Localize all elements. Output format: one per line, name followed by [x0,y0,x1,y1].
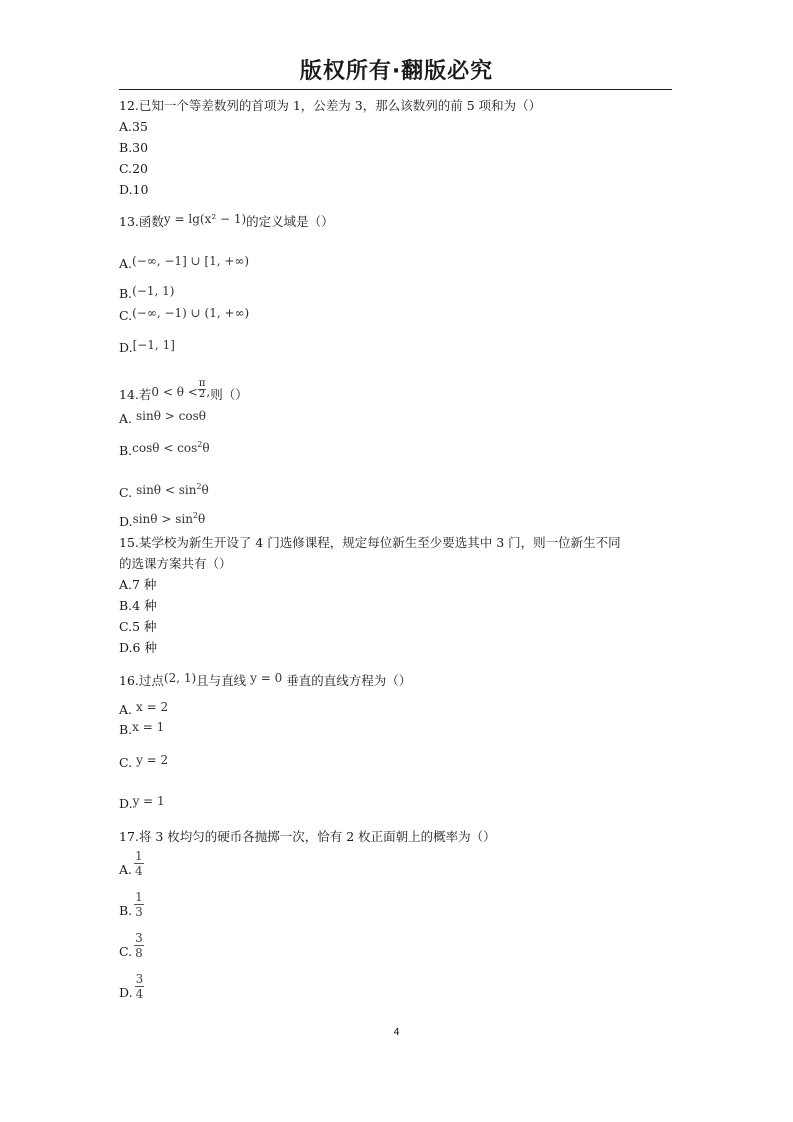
q14-fraction-numerator: π [198,378,206,389]
q14-option-b-exponent: 2 [197,440,203,449]
q16-stem-middle: 且与直线 [196,673,247,688]
q15-stem-line1: 15.某学校为新生开设了 4 门选修课程，规定每位新生至少要选其中 3 门，则一位新生不同 [119,535,621,550]
q14-option-d [119,511,206,532]
q16-option-b-label: B. [119,722,133,737]
q14-option-d-tail: θ [198,512,206,526]
q14-option-b-label: B. [119,443,133,458]
q16-option-c [119,755,168,771]
q16-stem-suffix: 垂直的直线方程为（） [286,673,412,688]
q12-option-a: A.35 [119,119,148,134]
q16-point: (2, 1) [163,671,197,685]
q16-option-a-label: A. [119,702,133,717]
q14-stem-prefix: 14.若 [119,387,152,402]
page-number: 4 [393,1027,400,1038]
q14-option-d-math: sinθ > sin [132,512,193,526]
q17-option-b-denominator: 3 [135,905,143,919]
q17-option-b [119,891,144,918]
q17-option-a-fraction [134,850,144,877]
q14-option-b-tail: θ [202,441,210,455]
q13-option-d-label: D. [119,340,133,355]
q13-stem-suffix: 的定义域是（） [246,214,334,229]
q14-option-b [119,440,210,461]
q13-formula: y = lg(x² − 1) [163,212,247,226]
q13-option-a [119,256,249,272]
q16-stem [119,673,411,689]
q17-stem: 17.将 3 枚均匀的硬币各抛掷一次，恰有 2 枚正面朝上的概率为（） [119,829,496,844]
q16-option-a [119,702,168,718]
q13-option-b-math: (−1, 1) [132,284,175,298]
q17-option-d [119,973,144,1000]
q15-option-b: B.4 种 [119,598,157,613]
q14-option-c [119,482,209,503]
q16-line-equation: y = 0 [250,671,283,685]
q17-option-d-numerator: 3 [135,972,144,986]
q14-stem [119,378,248,406]
q17-option-d-label: D. [119,985,133,1000]
q17-option-b-fraction [134,891,144,918]
q17-option-c-numerator: 3 [135,931,143,945]
q13-stem [119,214,334,230]
q17-option-c-fraction [134,932,144,959]
q17-option-a-denominator: 4 [135,864,143,878]
q17-option-b-numerator: 1 [135,890,143,904]
q16-option-b-math: x = 1 [132,720,165,734]
q14-option-c-exponent: 2 [196,482,202,491]
q16-option-c-math: y = 2 [136,753,169,767]
q16-stem-prefix: 16.过点 [119,673,164,688]
q14-option-d-exponent: 2 [192,511,199,520]
q13-option-c [119,308,249,324]
q17-option-d-denominator: 4 [135,987,144,1001]
q12-stem: 12.已知一个等差数列的首项为 1，公差为 3，那么该数列的前 5 项和为（） [119,98,542,113]
q12-option-d: D.10 [119,182,149,197]
q14-option-a [119,411,206,427]
q16-option-d-math: y = 1 [132,794,165,808]
q14-stem-suffix: 则（） [210,387,248,402]
q16-option-a-math: x = 2 [136,700,169,714]
q15-option-a: A.7 种 [119,577,157,592]
q14-option-a-label: A. [119,411,133,426]
q16-option-c-label: C. [119,755,133,770]
q13-stem-prefix: 13.函数 [119,214,164,229]
q13-option-b [119,286,175,302]
q14-option-c-label: C. [119,485,133,500]
q17-option-c-denominator: 8 [135,946,143,960]
q14-option-b-math: cosθ < cos [132,441,198,455]
q16-option-d [119,796,165,812]
q13-option-a-label: A. [119,256,133,271]
q17-option-a-numerator: 1 [135,849,143,863]
q14-condition-tail: , [206,385,211,399]
q15-option-c: C.5 种 [119,619,157,634]
q14-option-a-math: sinθ > cosθ [136,409,206,423]
q13-option-a-math: (−∞, −1] ∪ [1, +∞) [132,254,250,268]
q17-option-a-label: A. [119,862,133,877]
q17-option-c [119,932,144,959]
q17-option-d-fraction [135,973,145,1000]
q14-option-c-math: sinθ < sin [136,483,197,497]
q14-option-c-tail: θ [201,483,209,497]
header-divider [119,89,672,90]
q14-condition: 0 < θ < [151,385,198,399]
q13-option-d [119,340,175,356]
q15-option-d: D.6 种 [119,640,157,655]
q13-option-c-math: (−∞, −1) ∪ (1, +∞) [132,306,250,320]
q17-option-b-label: B. [119,903,133,918]
q13-option-c-label: C. [119,308,133,323]
q13-option-d-math: [−1, 1] [132,338,175,352]
q16-option-b [119,722,164,738]
q12-option-b: B.30 [119,140,149,155]
q15-stem-line2: 的选课方案共有（） [119,556,232,571]
q17-option-a [119,850,144,877]
q16-option-d-label: D. [119,796,133,811]
q14-fraction-denominator: 2 [198,389,206,400]
q17-option-c-label: C. [119,944,133,959]
q12-option-c: C.20 [119,161,148,176]
q13-option-b-label: B. [119,286,133,301]
q14-option-d-label: D. [119,514,133,529]
page-header-title: 版权所有·翻版必究 [299,59,494,84]
